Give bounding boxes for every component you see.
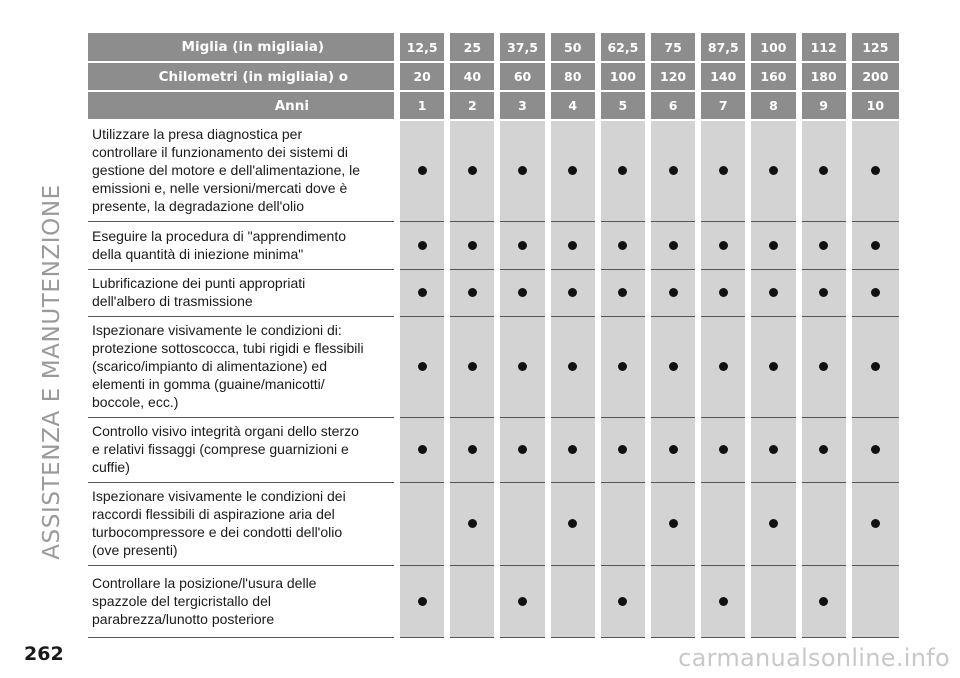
interval-cell [748, 566, 798, 638]
required-dot-icon [871, 166, 880, 175]
interval-cell [447, 317, 497, 418]
interval-cell [598, 270, 648, 317]
required-dot-icon [468, 288, 477, 297]
interval-cell [548, 120, 598, 222]
required-dot-icon [518, 597, 527, 606]
header-interval-value: 40 [447, 62, 497, 91]
interval-cell [748, 120, 798, 222]
interval-cell [698, 566, 748, 638]
required-dot-icon [719, 288, 728, 297]
interval-cell [648, 270, 698, 317]
interval-cell [447, 222, 497, 270]
interval-cell [497, 418, 547, 483]
task-description-line: Eseguire la procedura di "apprendimento [92, 227, 347, 244]
required-dot-icon [568, 241, 577, 250]
interval-cell [849, 222, 899, 270]
interval-cell [648, 120, 698, 222]
header-interval-value: 100 [598, 62, 648, 91]
interval-cell [548, 566, 598, 638]
header-interval-value: 4 [548, 91, 598, 120]
maintenance-schedule-table [88, 33, 899, 638]
task-description-line: protezione sottoscocca, tubi rigidi e flessibili [92, 340, 364, 356]
header-interval-value: 140 [698, 62, 748, 91]
interval-cell [799, 418, 849, 483]
task-description-line: Lubrificazione dei punti appropriati [92, 275, 306, 291]
task-description-line: spazzole del tergicristallo del [92, 592, 271, 609]
required-dot-icon [518, 288, 527, 297]
required-dot-icon [819, 362, 828, 371]
task-description-line: cuffie) [92, 459, 130, 475]
header-interval-value: 5 [598, 91, 648, 120]
task-description-line: turbocompressore e dei condotti dell'olio [92, 524, 343, 540]
interval-cell [698, 270, 748, 317]
required-dot-icon [871, 519, 880, 528]
required-dot-icon [618, 597, 627, 606]
task-description-line: gestione del motore e dell'alimentazione, le [92, 162, 361, 178]
interval-cell [447, 566, 497, 638]
required-dot-icon [819, 166, 828, 175]
required-dot-icon [568, 288, 577, 297]
task-description-line: (ove presenti) [92, 542, 178, 558]
header-interval-value: 9 [799, 91, 849, 120]
task-description-line: elementi in gomma (guaine/manicotti/ [92, 376, 325, 392]
header-interval-value: 2 [447, 91, 497, 120]
table-row [88, 418, 899, 483]
required-dot-icon [769, 166, 778, 175]
interval-cell [799, 222, 849, 270]
interval-cell [598, 418, 648, 483]
interval-cell [849, 317, 899, 418]
maintenance-task-description [88, 270, 397, 317]
header-interval-value: 20 [397, 62, 447, 91]
interval-cell [397, 317, 447, 418]
required-dot-icon [669, 362, 678, 371]
required-dot-icon [769, 288, 778, 297]
task-description-line: boccole, ecc.) [92, 394, 179, 410]
required-dot-icon [418, 241, 427, 250]
interval-cell [397, 120, 447, 222]
interval-cell [447, 418, 497, 483]
required-dot-icon [618, 362, 627, 371]
header-label: Anni [88, 91, 397, 120]
required-dot-icon [669, 519, 678, 528]
header-interval-value: 75 [648, 33, 698, 62]
header-interval-value: 6 [648, 91, 698, 120]
interval-cell [497, 566, 547, 638]
task-description-line: della quantità di iniezione minima" [92, 245, 304, 262]
interval-cell [497, 483, 547, 566]
task-description-line: Controllare la posizione/l'usura delle [92, 574, 317, 591]
header-row [88, 62, 899, 91]
interval-cell [548, 418, 598, 483]
maintenance-task-description [88, 120, 397, 222]
header-interval-value: 8 [748, 91, 798, 120]
required-dot-icon [568, 166, 577, 175]
header-row [88, 91, 899, 120]
required-dot-icon [669, 166, 678, 175]
required-dot-icon [871, 362, 880, 371]
header-interval-value: 12,5 [397, 33, 447, 62]
watermark-text: carmanualsonline.info [678, 644, 950, 672]
interval-cell [548, 317, 598, 418]
header-interval-value: 87,5 [698, 33, 748, 62]
page-number: 262 [24, 643, 64, 665]
interval-cell [799, 317, 849, 418]
interval-cell [648, 566, 698, 638]
required-dot-icon [618, 445, 627, 454]
required-dot-icon [568, 445, 577, 454]
header-interval-value: 50 [548, 33, 598, 62]
interval-cell [748, 222, 798, 270]
header-interval-value: 60 [497, 62, 547, 91]
required-dot-icon [871, 241, 880, 250]
required-dot-icon [618, 288, 627, 297]
required-dot-icon [518, 445, 527, 454]
required-dot-icon [468, 445, 477, 454]
interval-cell [648, 483, 698, 566]
interval-cell [849, 483, 899, 566]
required-dot-icon [719, 362, 728, 371]
required-dot-icon [819, 288, 828, 297]
required-dot-icon [418, 288, 427, 297]
interval-cell [497, 317, 547, 418]
task-description-line: Utilizzare la presa diagnostica per [92, 126, 303, 142]
table-row [88, 566, 899, 638]
task-description-line: Ispezionare visivamente le condizioni di: [92, 322, 342, 338]
interval-cell [799, 566, 849, 638]
header-interval-value: 200 [849, 62, 899, 91]
required-dot-icon [669, 445, 678, 454]
required-dot-icon [719, 241, 728, 250]
header-interval-value: 112 [799, 33, 849, 62]
required-dot-icon [418, 597, 427, 606]
interval-cell [598, 483, 648, 566]
interval-cell [849, 418, 899, 483]
required-dot-icon [669, 288, 678, 297]
header-interval-value: 3 [497, 91, 547, 120]
required-dot-icon [719, 597, 728, 606]
header-interval-value: 180 [799, 62, 849, 91]
required-dot-icon [769, 241, 778, 250]
interval-cell [397, 222, 447, 270]
header-interval-value: 100 [748, 33, 798, 62]
maintenance-task-description [88, 483, 397, 566]
interval-cell [748, 317, 798, 418]
header-interval-value: 10 [849, 91, 899, 120]
interval-cell [447, 270, 497, 317]
required-dot-icon [819, 241, 828, 250]
header-row [88, 33, 899, 62]
interval-cell [849, 120, 899, 222]
required-dot-icon [618, 166, 627, 175]
required-dot-icon [871, 288, 880, 297]
required-dot-icon [669, 241, 678, 250]
table-row [88, 483, 899, 566]
table-row [88, 120, 899, 222]
interval-cell [698, 120, 748, 222]
required-dot-icon [468, 241, 477, 250]
maintenance-task-description [88, 418, 397, 483]
task-description-line: emissioni e, nelle versioni/mercati dove è [92, 180, 348, 196]
header-interval-value: 7 [698, 91, 748, 120]
required-dot-icon [871, 445, 880, 454]
interval-cell [799, 483, 849, 566]
interval-cell [748, 418, 798, 483]
required-dot-icon [568, 519, 577, 528]
task-description-line: e relativi fissaggi (comprese guarnizioni e [92, 441, 349, 457]
required-dot-icon [719, 445, 728, 454]
interval-cell [548, 270, 598, 317]
maintenance-task-description [88, 317, 397, 418]
interval-cell [648, 418, 698, 483]
required-dot-icon [769, 445, 778, 454]
interval-cell [447, 483, 497, 566]
task-description-line: controllare il funzionamento dei sistemi di [92, 144, 349, 160]
section-side-title: ASSISTENZA E MANUTENZIONE [39, 184, 65, 560]
interval-cell [698, 222, 748, 270]
table-row [88, 317, 899, 418]
header-interval-value: 80 [548, 62, 598, 91]
header-label: Chilometri (in migliaia) o [88, 62, 397, 91]
required-dot-icon [468, 362, 477, 371]
interval-cell [497, 222, 547, 270]
maintenance-task-description [88, 566, 397, 638]
interval-cell [447, 120, 497, 222]
interval-cell [497, 120, 547, 222]
header-interval-value: 62,5 [598, 33, 648, 62]
task-description-line: presente, la degradazione dell'olio [92, 198, 305, 214]
interval-cell [698, 418, 748, 483]
interval-cell [548, 222, 598, 270]
interval-cell [849, 566, 899, 638]
interval-cell [397, 418, 447, 483]
task-description-line: dell'albero di trasmissione [92, 293, 253, 309]
task-description-line: (scarico/impianto di alimentazione) ed [92, 358, 327, 374]
table-row [88, 270, 899, 317]
interval-cell [799, 120, 849, 222]
task-description-line: raccordi flessibili di aspirazione aria del [92, 506, 335, 522]
required-dot-icon [769, 519, 778, 528]
interval-cell [799, 270, 849, 317]
interval-cell [698, 483, 748, 566]
required-dot-icon [518, 362, 527, 371]
interval-cell [397, 566, 447, 638]
interval-cell [598, 222, 648, 270]
interval-cell [598, 317, 648, 418]
interval-cell [748, 483, 798, 566]
maintenance-task-description [88, 222, 397, 270]
header-interval-value: 37,5 [497, 33, 547, 62]
required-dot-icon [618, 241, 627, 250]
table-header [88, 33, 899, 120]
interval-cell [397, 483, 447, 566]
interval-cell [648, 317, 698, 418]
header-label: Miglia (in migliaia) [88, 33, 397, 62]
task-description-line: Ispezionare visivamente le condizioni dei [92, 488, 346, 504]
required-dot-icon [518, 241, 527, 250]
header-interval-value: 160 [748, 62, 798, 91]
header-interval-value: 125 [849, 33, 899, 62]
task-description-line: parabrezza/lunotto posteriore [92, 610, 275, 627]
header-interval-value: 1 [397, 91, 447, 120]
required-dot-icon [418, 362, 427, 371]
required-dot-icon [468, 519, 477, 528]
interval-cell [397, 270, 447, 317]
interval-cell [698, 317, 748, 418]
interval-cell [748, 270, 798, 317]
required-dot-icon [568, 362, 577, 371]
required-dot-icon [418, 445, 427, 454]
required-dot-icon [819, 445, 828, 454]
header-interval-value: 120 [648, 62, 698, 91]
header-interval-value: 25 [447, 33, 497, 62]
interval-cell [648, 222, 698, 270]
required-dot-icon [468, 166, 477, 175]
interval-cell [849, 270, 899, 317]
interval-cell [598, 120, 648, 222]
table-row [88, 222, 899, 270]
task-description-line: Controllo visivo integrità organi dello sterzo [92, 423, 359, 439]
required-dot-icon [769, 362, 778, 371]
required-dot-icon [518, 166, 527, 175]
required-dot-icon [418, 166, 427, 175]
table-body [88, 120, 899, 638]
interval-cell [598, 566, 648, 638]
interval-cell [497, 270, 547, 317]
required-dot-icon [719, 166, 728, 175]
interval-cell [548, 483, 598, 566]
required-dot-icon [819, 597, 828, 606]
